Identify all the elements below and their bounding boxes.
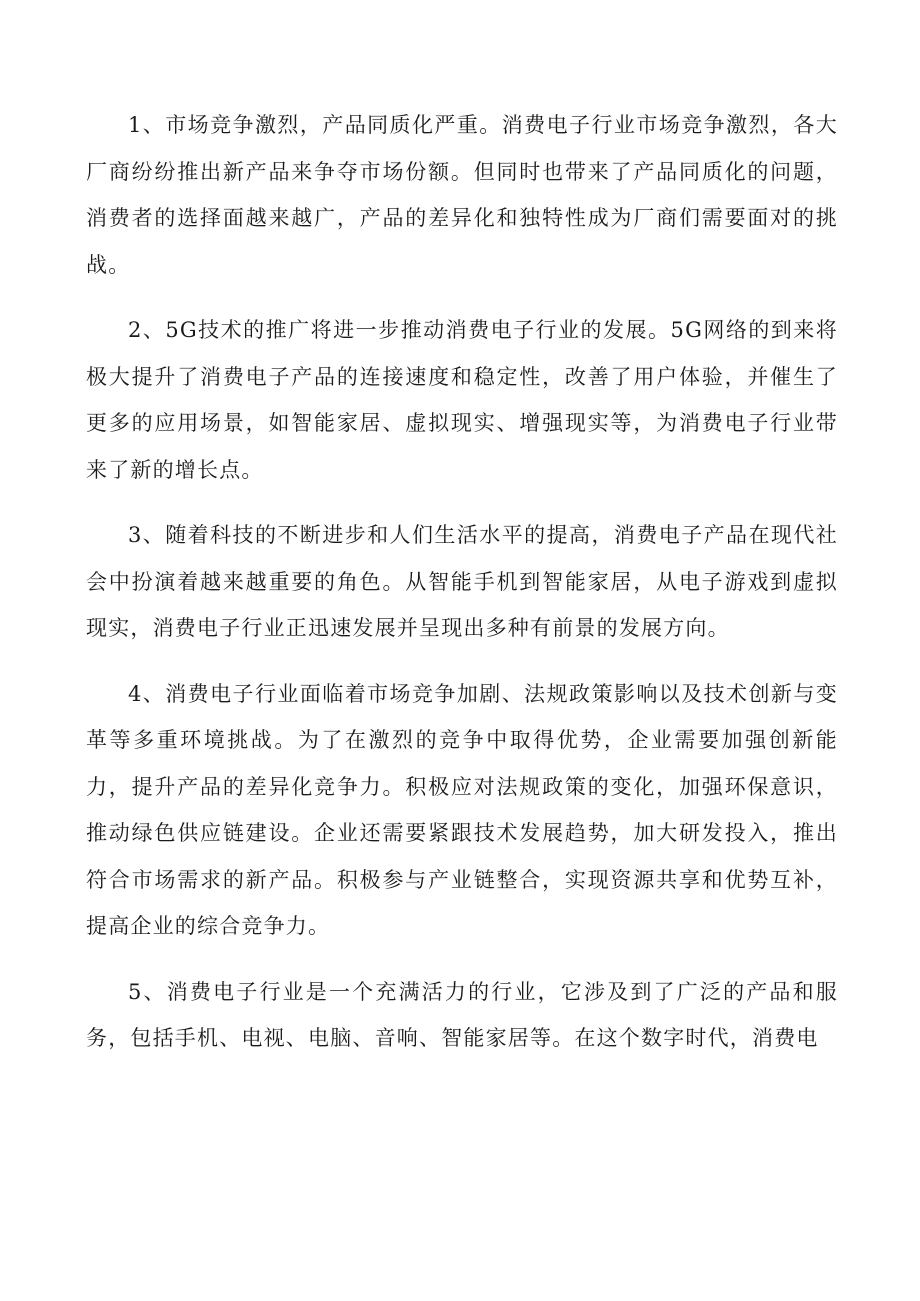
- paragraph-2: 2、5G技术的推广将进一步推动消费电子行业的发展。5G网络的到来将极大提升了消费电子产品的连接速度和稳定性，改善了用户体验，并催生了更多的应用场景，如智能家居、虚拟现实、增强现实等，为消费电子行业带来了新的增长点。: [86, 318, 838, 482]
- document-body: [86, 102, 838, 1081]
- paragraph-3: 3、随着科技的不断进步和人们生活水平的提高，消费电子产品在现代社会中扮演着越来越重要的角色。从智能手机到智能家居，从电子游戏到虚拟现实，消费电子行业正迅速发展并呈现出多种有前景的发展方向。: [86, 523, 838, 640]
- paragraph-5: 5、消费电子行业是一个充满活力的行业，它涉及到了广泛的产品和服务，包括手机、电视、电脑、音响、智能家居等。在这个数字时代，消费电: [86, 979, 838, 1050]
- paragraph-4: 4、消费电子行业面临着市场竞争加剧、法规政策影响以及技术创新与变革等多重环境挑战。为了在激烈的竞争中取得优势，企业需要加强创新能力，提升产品的差异化竞争力。积极应对法规政策的变化，加强环保意识，推动绿色供应链建设。企业还需要紧跟技术发展趋势，加大研发投入，推出符合市场需求的新产品。积极参与产业链整合，实现资源共享和优势互补，提高企业的综合竞争力。: [86, 681, 838, 938]
- paragraph-1: 1、市场竞争激烈，产品同质化严重。消费电子行业市场竞争激烈，各大厂商纷纷推出新产品来争夺市场份额。但同时也带来了产品同质化的问题，消费者的选择面越来越广，产品的差异化和独特性成为厂商们需要面对的挑战。: [86, 113, 838, 277]
